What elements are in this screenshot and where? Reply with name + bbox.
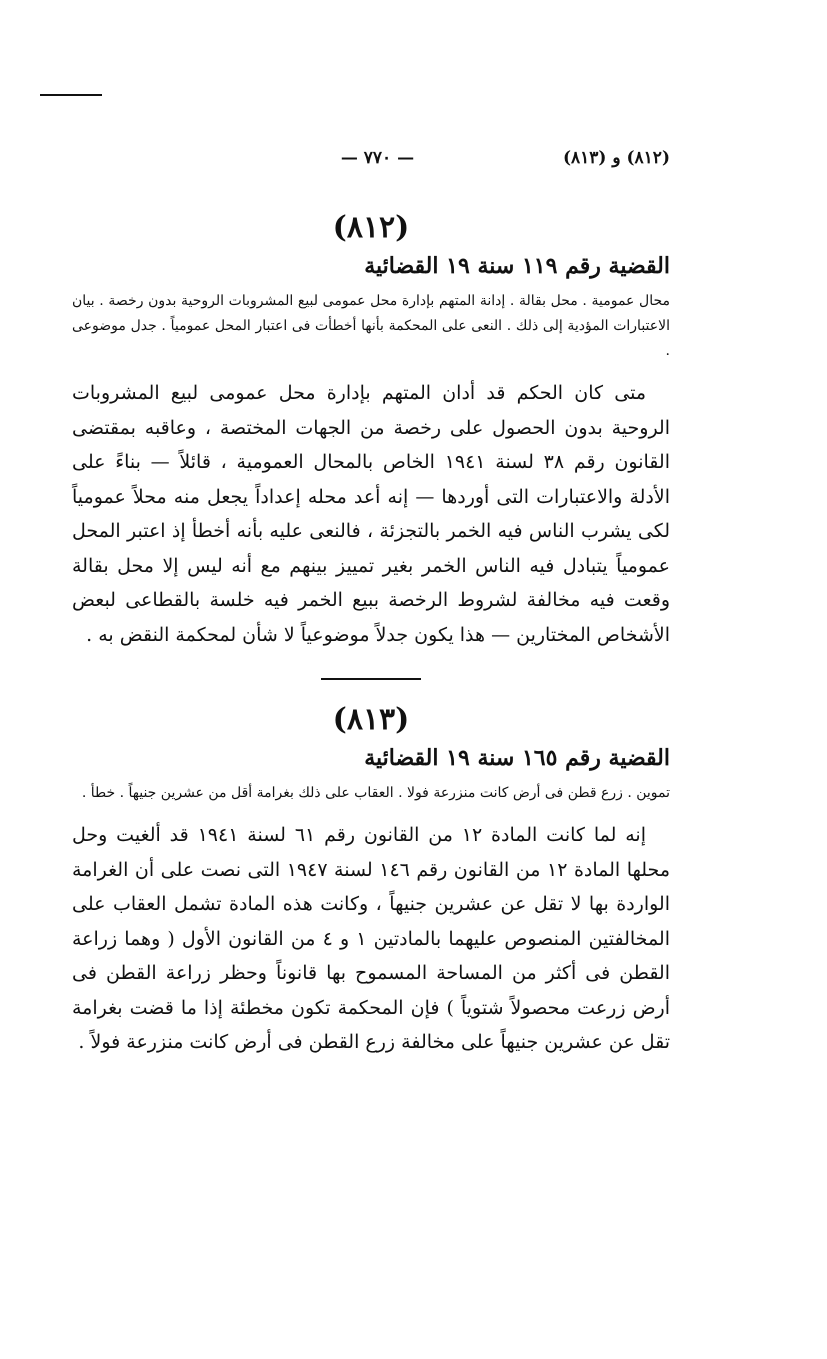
page — [72, 140, 670, 1060]
case-body: إنه لما كانت المادة ١٢ من القانون رقم ٦١ لسنة ١٩٤١ قد ألغيت وحل محلها المادة ١٢ من القانون رقم ١٤٦ لسنة ١٩٤٧ التى نصت على أن الغرامة الواردة بها لا تقل عن عشرين جنيهاً ، وكانت هذه المادة تشمل العقاب على المخالفتين المنصوص عليهما بالمادتين ١ و ٤ من القانون الأول ( وهما زراعة القطن فى أكثر من المساحة المسموح بها قانوناً وحظر زراعة القطن فى أرض زرعت محصولاً شتوياً ) فإن المحكمة تكون مخطئة إذا ما قضت بغرامة تقل عن عشرين جنيهاً على مخالفة زرع القطن فى أرض كانت منزرعة فولاً . — [72, 824, 671, 1053]
case-headnote: تموين . زرع قطن فى أرض كانت منزرعة فولا . العقاب على ذلك بغرامة أقل من عشرين جنيهاً . خطأ . — [81, 785, 670, 801]
case-812 — [72, 210, 670, 652]
running-head — [72, 140, 670, 176]
case-number: (٨١٢) — [332, 210, 410, 245]
case-813 — [72, 702, 670, 1060]
page-number: — ٧٧٠ — — [340, 148, 415, 168]
section-divider — [321, 678, 421, 680]
case-reference: القضية رقم ١٦٥ سنة ١٩ القضائية — [364, 745, 670, 771]
section-reference: (٨١٢) و (٨١٣) — [562, 148, 670, 168]
corner-rule — [40, 94, 102, 96]
case-reference: القضية رقم ١١٩ سنة ١٩ القضائية — [364, 253, 670, 279]
case-body: متى كان الحكم قد أدان المتهم بإدارة محل عمومى لبيع المشروبات الروحية بدون الحصول على رخصة من الجهات المختصة ، وعاقبه بمقتضى القانون رقم ٣٨ لسنة ١٩٤١ الخاص بالمحال العمومية ، قائلاً — بناءً على الأدلة والاعتبارات التى أوردها — إنه أعد محله إعداداً يجعل منه محلاً عمومياً لكى يشرب الناس فيه الخمر بالتجزئة ، فالنعى عليه بأنه أخطأ إذ اعتبر المحل عمومياً يتبادل فيه الناس الخمر بغير تمييز بينهم مع أنه ليس إلا محل بقالة وقعت فيه مخالفة لشروط الرخصة ببيع الخمر فيه خلسة بالقطاعى لبعض الأشخاص المختارين — هذا يكون جدلاً موضوعياً لا شأن لمحكمة النقض به . — [72, 382, 670, 646]
case-headnote: محال عمومية . محل بقالة . إدانة المتهم بإدارة محل عمومى لبيع المشروبات الروحية بدون رخصة . بيان الاعتبارات المؤدية إلى ذلك . النعى على المحكمة بأنها أخطأت فى اعتبار المحل عمومياً . جدل موضوعى . — [72, 293, 670, 359]
case-number: (٨١٣) — [332, 702, 410, 737]
